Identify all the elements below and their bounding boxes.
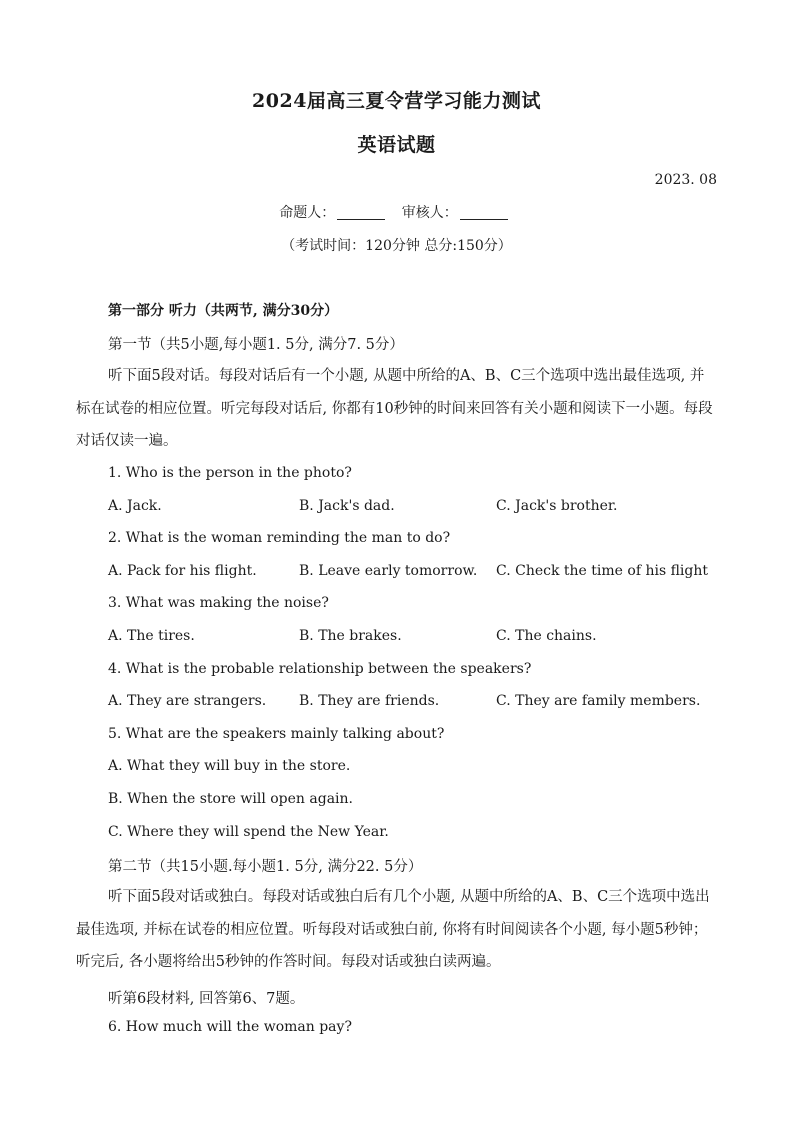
option-a: A. Jack. xyxy=(108,498,162,514)
section2-instructions: 听下面5段对话或独白。每段对话或独白后有几个小题, 从题中所给的A、B、C三个选项中选出最佳选项, 并标在试卷的相应位置。听每段对话或独白前, 你将有时间阅读各个小题, 每小题5秒钟；听完后, 各小题将给出5秒钟的作答时间。每段对话或独白读两遍。 xyxy=(76,889,710,970)
option-c: C. Where they will spend the New Year. xyxy=(108,824,389,840)
author-label: 命题人： xyxy=(279,205,336,221)
option-b: B. Jack's dad. xyxy=(299,498,395,514)
option-c: C. Jack's brother. xyxy=(496,498,618,514)
author-blank xyxy=(337,205,385,220)
question-text: 6. How much will the woman pay? xyxy=(108,1019,352,1035)
reviewer-blank xyxy=(460,205,508,220)
section1-heading: 第一节（共5小题,每小题1. 5分, 满分7. 5分） xyxy=(108,337,404,353)
exam-title: 2024届高三夏令营学习能力测试 xyxy=(252,90,541,112)
reviewer-label: 审核人： xyxy=(401,205,458,221)
section1-instructions: 听下面5段对话。每段对话后有一个小题, 从题中所给的A、B、C三个选项中选出最佳选项, 并标在试卷的相应位置。听完每段对话后, 你都有10秒钟的时间来回答有关小题和阅读下一小题。每段对话仅读一遍。 xyxy=(76,368,713,449)
section2-heading: 第二节（共15小题.每小题1. 5分, 满分22. 5分） xyxy=(108,859,423,875)
question-text: 4. What is the probable relationship between the speakers? xyxy=(108,661,532,677)
exam-subtitle: 英语试题 xyxy=(357,134,436,156)
option-b: B. They are friends. xyxy=(299,693,440,709)
question-text: 1. Who is the person in the photo? xyxy=(108,465,352,481)
option-a: A. They are strangers. xyxy=(108,693,267,709)
option-b: B. When the store will open again. xyxy=(108,791,353,807)
exam-time: （考试时间：120分钟 总分:150分） xyxy=(281,238,512,254)
author-line xyxy=(0,202,793,222)
material-instruction: 听第6段材料, 回答第6、7题。 xyxy=(108,991,305,1007)
question-text: 2. What is the woman reminding the man to do? xyxy=(108,530,451,546)
option-c: C. The chains. xyxy=(496,628,597,644)
question-text: 5. What are the speakers mainly talking about? xyxy=(108,726,445,742)
option-c: C. Check the time of his flight xyxy=(496,563,709,579)
option-a: A. Pack for his flight. xyxy=(108,563,257,579)
option-a: A. The tires. xyxy=(108,628,195,644)
option-a: A. What they will buy in the store. xyxy=(108,758,351,774)
option-b: B. Leave early tomorrow. xyxy=(299,563,478,579)
exam-date: 2023. 08 xyxy=(654,172,717,188)
part1-heading: 第一部分 听力（共两节, 满分30分） xyxy=(108,303,339,319)
option-c: C. They are family members. xyxy=(496,693,701,709)
option-b: B. The brakes. xyxy=(299,628,402,644)
question-text: 3. What was making the noise? xyxy=(108,595,329,611)
